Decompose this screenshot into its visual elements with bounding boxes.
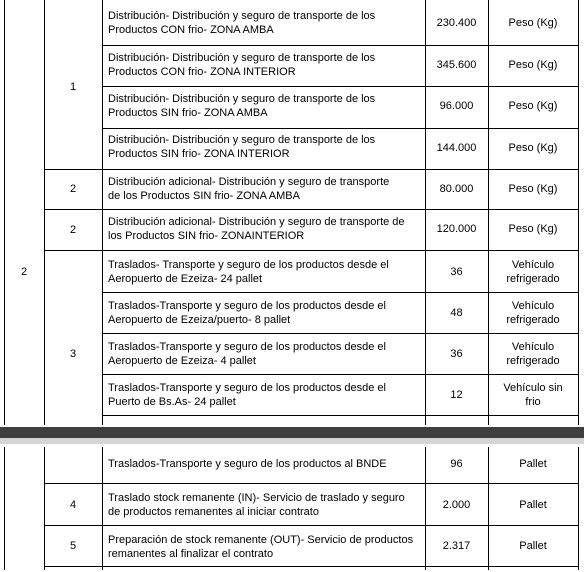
row-description: Traslados- Transporte y seguro de los productos desde el Aeropuerto de Ezeiza- 24 pallet — [108, 259, 389, 285]
row-unit: Peso (Kg) — [508, 100, 558, 112]
row-quantity: 48 — [450, 307, 463, 319]
row-quantity: 2.317 — [442, 540, 471, 552]
table-border — [578, 0, 579, 425]
row-unit: Pallet — [519, 458, 547, 470]
table-border — [44, 209, 579, 210]
row-description: Distribución- Distribución y seguro de transporte de los Productos SIN frio- ZONA AMBA — [108, 93, 376, 119]
row-unit: Vehículo refrigerado — [506, 259, 560, 285]
row-description: Distribución adicional- Distribución y seguro de transporte de los Productos SIN frio- ZONA AMBA — [108, 176, 390, 202]
table-border — [44, 0, 45, 425]
item-number: 2 — [69, 224, 77, 236]
row-description: Traslado stock remanente (IN)- Servicio de traslado y seguro de productos remanentes al iniciar contrato — [108, 492, 405, 518]
table-border — [44, 525, 579, 526]
row-unit: Vehículo sin frio — [503, 382, 563, 408]
table-border — [102, 374, 579, 375]
table-border — [102, 128, 579, 129]
row-description: Traslados-Transporte y seguro de los productos desde el Puerto de Bs.As- 24 pallet — [108, 382, 386, 408]
row-unit: Vehículo refrigerado — [506, 300, 560, 326]
row-description: Distribución- Distribución y seguro de transporte de los Productos SIN frio- ZONA INTERIOR — [108, 134, 376, 160]
table-border — [44, 483, 579, 484]
row-unit: Peso (Kg) — [508, 142, 558, 154]
group-number: 2 — [20, 266, 28, 278]
row-quantity: 345.600 — [436, 59, 477, 71]
row-description: Traslados-Transporte y seguro de los productos desde el Aeropuerto de Ezeiza- 4 pallet — [108, 341, 386, 367]
page-separator-light — [0, 438, 584, 444]
row-unit: Peso (Kg) — [508, 183, 558, 195]
row-description: Preparación de stock remanente (OUT)- Servicio de productos remanentes al finalizar el contrato — [108, 534, 414, 560]
row-description: Traslados-Transporte y seguro de los productos al BNDE — [108, 458, 387, 470]
item-number: 5 — [69, 540, 77, 552]
row-unit: Peso (Kg) — [508, 59, 558, 71]
item-number: 2 — [69, 183, 77, 195]
row-unit: Peso (Kg) — [508, 223, 558, 235]
row-quantity: 12 — [450, 389, 463, 401]
row-unit: Pallet — [519, 540, 547, 552]
row-description: Distribución- Distribución y seguro de transporte de los Productos CON frio- ZONA AMBA — [108, 10, 376, 36]
table-border — [102, 86, 579, 87]
table-border — [578, 447, 579, 570]
table-border — [102, 292, 579, 293]
row-unit: Peso (Kg) — [508, 17, 558, 29]
table-border — [4, 447, 5, 570]
row-description: Traslados-Transporte y seguro de los productos desde el Aeropuerto de Ezeiza/puerto- 8 pallet — [108, 300, 386, 326]
table-border — [44, 250, 579, 251]
row-unit: Pallet — [519, 499, 547, 511]
row-description: Distribución- Distribución y seguro de transporte de los Productos CON frio- ZONA INTERIOR — [108, 52, 376, 78]
table-border — [4, 0, 5, 425]
row-quantity: 36 — [450, 348, 463, 360]
table-border — [102, 415, 579, 416]
row-quantity: 80.000 — [439, 183, 474, 195]
row-quantity: 2.000 — [442, 499, 471, 511]
row-quantity: 120.000 — [436, 223, 477, 235]
row-quantity: 36 — [450, 266, 463, 278]
table-border — [44, 566, 579, 567]
row-unit: Vehículo refrigerado — [506, 341, 560, 367]
table-border — [102, 45, 579, 46]
table-border — [102, 333, 579, 334]
row-quantity: 230.400 — [436, 17, 477, 29]
row-quantity: 96.000 — [439, 100, 474, 112]
row-description: Distribución adicional- Distribución y seguro de transporte de los Productos SIN frio- ZONAINTERIOR — [108, 216, 405, 242]
table-border — [44, 169, 579, 170]
item-number: 4 — [69, 499, 77, 511]
row-quantity: 144.000 — [436, 142, 477, 154]
table-border — [102, 0, 103, 425]
item-number: 3 — [69, 348, 77, 360]
page-separator-dark — [0, 427, 584, 438]
table-border — [102, 447, 103, 570]
row-quantity: 96 — [450, 458, 463, 470]
item-number: 1 — [69, 81, 77, 93]
